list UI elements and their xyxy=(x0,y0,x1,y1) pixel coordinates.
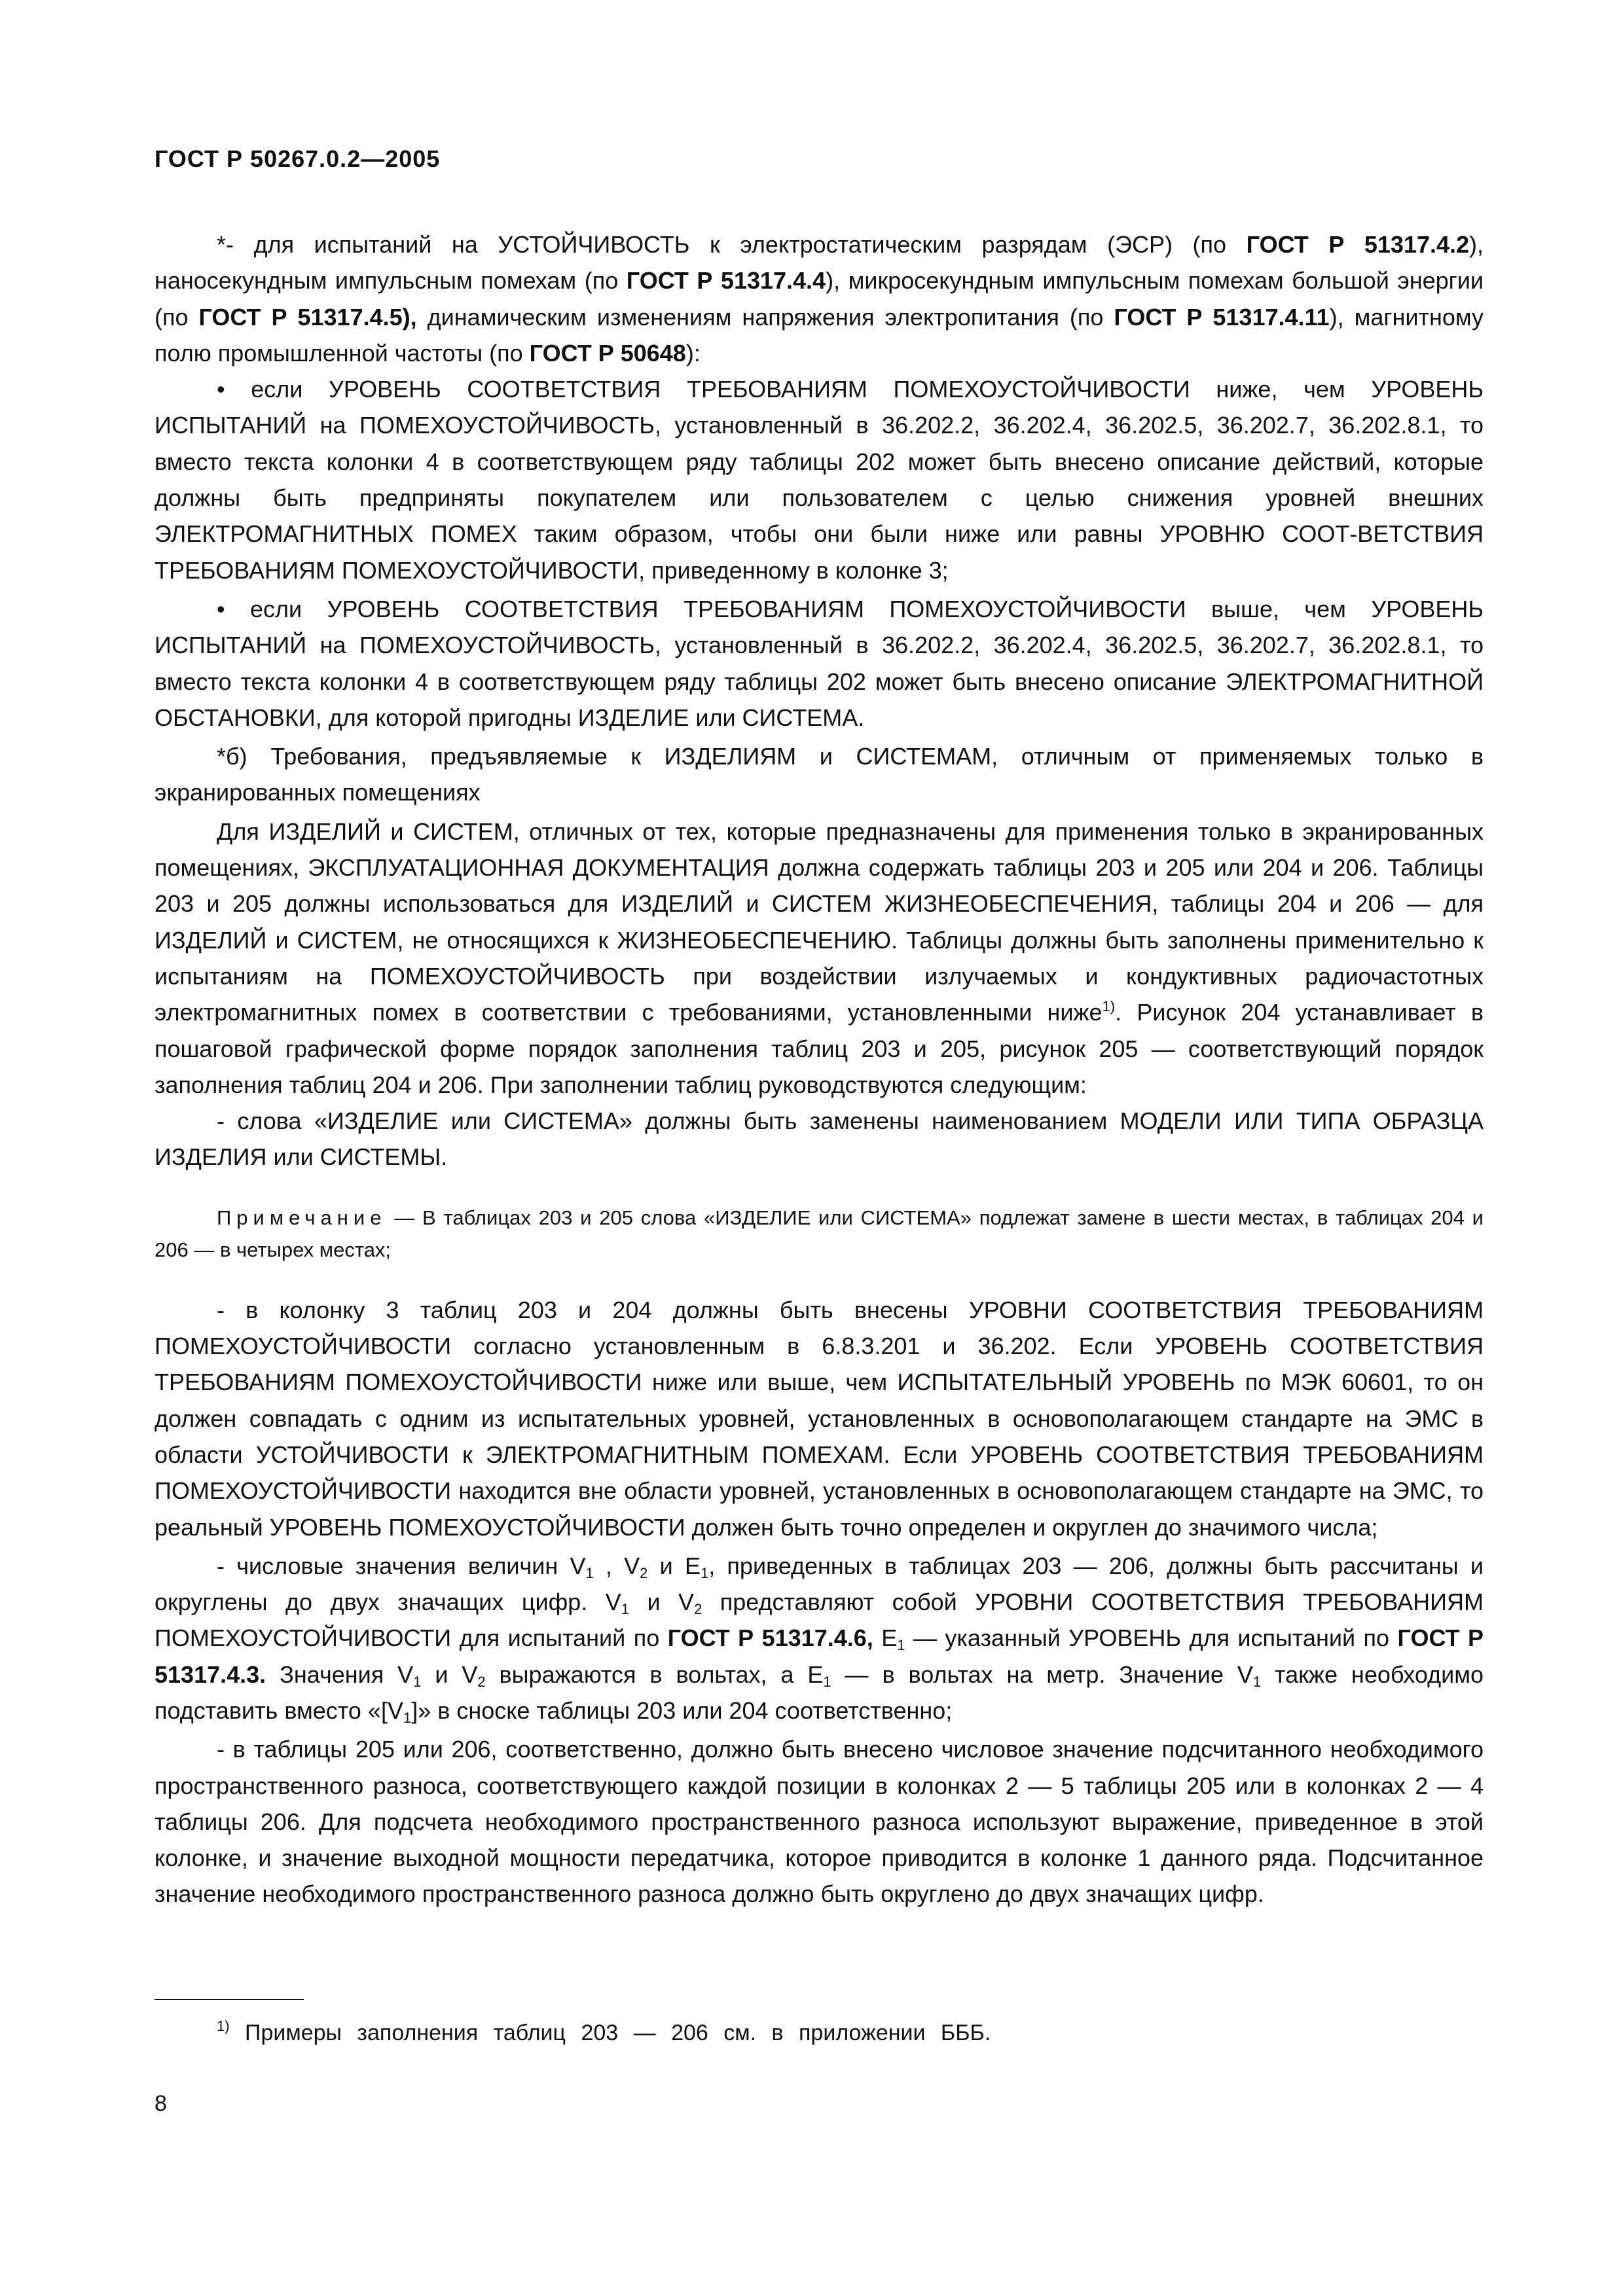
subscript: 1 xyxy=(823,1673,831,1690)
footnote xyxy=(217,2018,991,2047)
standard-reference: ГОСТ Р 51317.4.11 xyxy=(1114,303,1330,331)
paragraph-bullet-higher-level: • если УРОВЕНЬ СООТВЕТСТВИЯ ТРЕБОВАНИЯМ ПОМЕХОУСТОЙЧИВОСТИ выше, чем УРОВЕНЬ ИСПЫТАНИЙ на ПОМЕХОУСТОЙЧИВОСТЬ, установленный в 36.202.2, 36.202.4, 36.202.5, 36.202.7, 36.202.8.1, то вместо текста колонки 4 в соответствующем ряду таблицы 202 может быть внесено описание ЭЛЕКТРОМАГНИТНОЙ ОБСТАНОВКИ, для которой пригодны ИЗДЕЛИЕ или СИСТЕМА. xyxy=(155,595,1484,731)
footnote-reference: 1) xyxy=(1102,998,1116,1015)
paragraph-replace-words: - слова «ИЗДЕЛИЕ или СИСТЕМА» должны быть заменены наименованием МОДЕЛИ ИЛИ ТИПА ОБРАЗЦА ИЗДЕЛИЯ или СИСТЕМЫ. xyxy=(155,1107,1484,1171)
text-run: — в вольтах на метр. Значение V xyxy=(831,1660,1253,1688)
text-run: Значения V xyxy=(266,1660,414,1688)
subscript: 1 xyxy=(897,1637,905,1654)
text-run: ), наносекундным импульсным помехам (по xyxy=(155,231,1484,295)
paragraph-bullet-lower-level: • если УРОВЕНЬ СООТВЕТСТВИЯ ТРЕБОВАНИЯМ ПОМЕХОУСТОЙЧИВОСТИ ниже, чем УРОВЕНЬ ИСПЫТАНИЙ на ПОМЕХОУСТОЙЧИВОСТЬ, установленный в 36.202.2, 36.202.4, 36.202.5, 36.202.7, 36.202.8.1, то вместо текста колонки 4 в соответствующем ряду таблицы 202 может быть внесено описание действий, которые должны быть предприняты покупателем или пользователем с целью снижения уровней внешних ЭЛЕКТРОМАГНИТНЫХ ПОМЕХ таким образом, чтобы они были ниже или равны УРОВНЮ СООТ-ВЕТСТВИЯ ТРЕБОВАНИЯМ ПОМЕХОУСТОЙЧИВОСТИ, приведенному в колонке 3; xyxy=(155,376,1484,584)
subscript: 2 xyxy=(694,1601,702,1618)
subscript: 2 xyxy=(477,1673,486,1690)
text-run: E xyxy=(873,1624,898,1652)
page-number: 8 xyxy=(155,2091,167,2116)
text-run: и V xyxy=(629,1588,695,1616)
note-text: — В таблицах 203 и 205 слова «ИЗДЕЛИЕ или СИСТЕМА» подлежат замене в шести местах, в таблицах 204 и 206 — в четырех местах; xyxy=(155,1206,1484,1261)
standard-reference: ГОСТ Р 51317.4.6, xyxy=(667,1624,873,1652)
document-header: ГОСТ Р 50267.0.2—2005 xyxy=(155,145,441,172)
subscript: 1 xyxy=(413,1673,422,1690)
text-run: ): xyxy=(685,339,701,367)
paragraph-immunity-tests xyxy=(155,226,1484,371)
text-run: и E xyxy=(647,1552,701,1579)
text-run: — указанный УРОВЕНЬ для испытаний по xyxy=(905,1624,1398,1652)
text-run: и V xyxy=(421,1660,478,1688)
subscript: 1 xyxy=(585,1564,594,1581)
text-run: , V xyxy=(593,1552,640,1579)
footnote-text: Примеры заполнения таблиц 203 — 206 см. в приложении БББ. xyxy=(229,2020,991,2045)
subscript: 1 xyxy=(700,1564,709,1581)
text-run: также необходимо подставить вместо «[V xyxy=(155,1660,1484,1724)
standard-reference: ГОСТ Р 51317.4.2 xyxy=(1246,231,1470,258)
paragraph-numeric-values xyxy=(155,1548,1484,1729)
footnote-divider xyxy=(155,1999,304,2000)
subscript: 1 xyxy=(403,1709,412,1726)
document-body xyxy=(155,226,1484,1912)
text-run: выражаются в вольтах, а E xyxy=(485,1660,824,1688)
text-run: . Рисунок 204 устанавливает в пошаговой графической форме порядок заполнения таблиц 203 и 205, рисунок 205 — соответствующий порядок заполнения таблиц 204 и 206. При заполнении таблиц руководствуются следующим: xyxy=(155,999,1484,1098)
standard-reference: ГОСТ Р 51317.4.4 xyxy=(626,267,826,295)
paragraph-requirements-heading: *б) Требования, предъявляемые к ИЗДЕЛИЯМ и СИСТЕМАМ, отличным от применяемых только в экранированных помещениях xyxy=(155,743,1484,806)
paragraph-spatial-separation: - в таблицы 205 или 206, соответственно, должно быть внесено числовое значение подсчитанного необходимого пространственного разноса, соответствующего каждой позиции в колонках 2 — 5 таблицы 205 или в колонках 2 — 4 таблицы 206. Для подсчета необходимого пространственного разноса используют выражение, приведенное в этой колонке, и значение выходной мощности передатчика, которое приводится в колонке 1 данного ряда. Подсчитанное значение необходимого пространственного разноса должно быть округлено до двух значащих цифр. xyxy=(155,1736,1484,1908)
text-run: представляют собой УРОВНИ СООТВЕТСТВИЯ ТРЕБОВАНИЯМ ПОМЕХОУСТОЙЧИВОСТИ для испытаний по xyxy=(155,1588,1484,1652)
subscript: 1 xyxy=(621,1601,629,1618)
text-run: - числовые значения величин V xyxy=(217,1552,586,1579)
footnote-mark: 1) xyxy=(217,2018,230,2034)
text-run: *- для испытаний на УСТОЙЧИВОСТЬ к электростатическим разрядам (ЭСР) (по xyxy=(217,231,1247,258)
text-run: Для ИЗДЕЛИЙ и СИСТЕМ, отличных от тех, которые предназначены для применения только в экранированных помещениях, ЭКСПЛУАТАЦИОННАЯ ДОКУМЕНТАЦИЯ должна содержать таблицы 203 и 205 или 204 и 206. Таблицы 203 и 205 должны использоваться для ИЗДЕЛИЙ и СИСТЕМ ЖИЗНЕОБЕСПЕЧЕНИЯ, таблицы 204 и 206 — для ИЗДЕЛИЙ и СИСТЕМ, не относящихся к ЖИЗНЕОБЕСПЕЧЕНИЮ. Таблицы должны быть заполнены применительно к испытаниям на ПОМЕХОУСТОЙЧИВОСТЬ при воздействии излучаемых и кондуктивных радиочастотных электромагнитных помех в соответствии с требованиями, установленными ниже xyxy=(155,817,1484,1026)
text-run: ), микросекундным импульсным помехам большой энергии (по xyxy=(155,267,1484,331)
note-label: Примечание xyxy=(217,1206,387,1229)
text-run: ), магнитному полю промышленной частоты (по xyxy=(155,303,1484,367)
standard-reference: ГОСТ Р 51317.4.3. xyxy=(155,1624,1484,1688)
paragraph-column-3: - в колонку 3 таблиц 203 и 204 должны быть внесены УРОВНИ СООТВЕТСТВИЯ ТРЕБОВАНИЯМ ПОМЕХОУСТОЙЧИВОСТИ согласно установленным в 6.8.3.201 и 36.202. Если УРОВЕНЬ СООТВЕТСТВИЯ ТРЕБОВАНИЯМ ПОМЕХОУСТОЙЧИВОСТИ ниже или выше, чем ИСПЫТАТЕЛЬНЫЙ УРОВЕНЬ по МЭК 60601, то он должен совпадать с одним из испытательных уровней, установленных в основополагающем стандарте на ЭМС в области УСТОЙЧИВОСТИ к ЭЛЕКТРОМАГНИТНЫМ ПОМЕХАМ. Если УРОВЕНЬ СООТВЕТСТВИЯ ТРЕБОВАНИЯМ ПОМЕХОУСТОЙЧИВОСТИ находится вне области уровней, установленных в основополагающем стандарте на ЭМС, то реальный УРОВЕНЬ ПОМЕХОУСТОЙЧИВОСТИ должен быть точно определен и округлен до значимого числа; xyxy=(155,1296,1484,1541)
subscript: 2 xyxy=(640,1564,648,1581)
text-run: динамическим изменениям напряжения электропитания (по xyxy=(416,303,1114,331)
subscript: 1 xyxy=(1252,1673,1262,1690)
text-run: ]» в сноске таблицы 203 или 204 соответственно; xyxy=(411,1696,953,1724)
standard-reference: ГОСТ Р 51317.4.5), xyxy=(198,303,417,331)
note-paragraph xyxy=(155,1202,1484,1266)
text-run: , приведенных в таблицах 203 — 206, должны быть рассчитаны и округлены до двух значащих цифр. V xyxy=(155,1552,1484,1616)
paragraph-tables-instructions xyxy=(155,814,1484,1103)
standard-reference: ГОСТ Р 50648 xyxy=(529,339,686,367)
